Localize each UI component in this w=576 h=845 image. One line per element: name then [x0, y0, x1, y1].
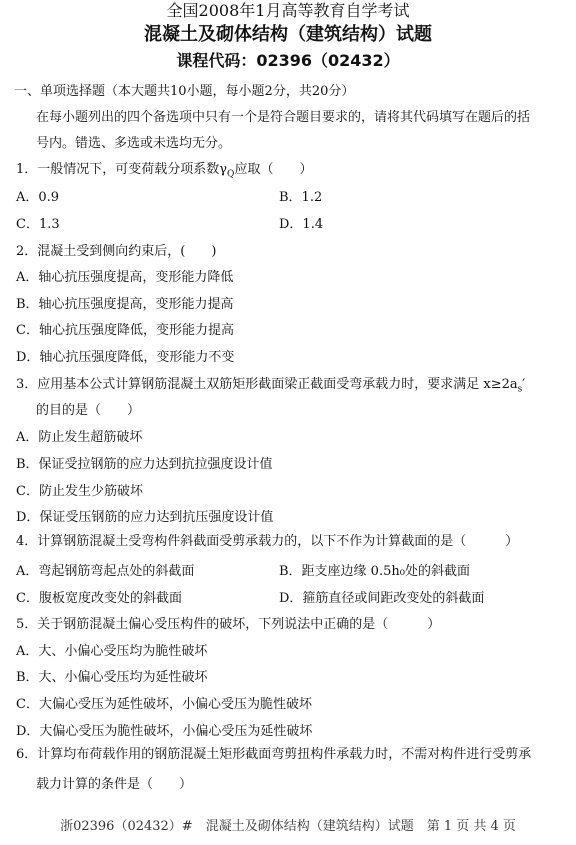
- question-6-stem: 6．计算均布荷载作用的钢筋混凝土矩形截面弯剪扭构件承载力时，不需对构件进行受剪承: [16, 747, 532, 762]
- question-5-stem: 5．关于钢筋混凝土偏心受压构件的破坏，下列说法中正确的是（ ）: [16, 617, 441, 632]
- question-5-option-c: C．大偏心受压为延性破坏，小偏心受压为脆性破坏: [16, 697, 312, 712]
- course-code: 课程代码：02396（02432）: [176, 51, 400, 70]
- question-3-stem-line2: 的目的是（ ）: [36, 403, 141, 418]
- question-5-option-d: D．大偏心受压为脆性破坏，小偏心受压为延性破坏: [16, 724, 313, 739]
- question-3-stem: 3．应用基本公式计算钢筋混凝土双筋矩形截面梁正截面受弯承载力时，要求满足 $x\ge 2a_s'$: [16, 377, 526, 395]
- question-5-option-a: A．大、小偏心受压均为脆性破坏: [16, 644, 208, 659]
- course-title: 混凝土及砌体结构（建筑结构）试题: [144, 24, 432, 45]
- question-4-option-c: C．腹板宽度改变处的斜截面: [16, 591, 182, 606]
- question-1-option-a: A．0.9: [16, 190, 60, 205]
- question-4-option-a: A．弯起钢筋弯起点处的斜截面: [16, 564, 195, 579]
- instruction-line-1: 在每小题列出的四个备选项中只有一个是符合题目要求的，请将其代码填写在题后的括: [36, 110, 531, 125]
- question-2-stem: 2．混凝土受到侧向约束后，( ): [16, 244, 217, 259]
- question-4-option-d: D．箍筋直径或间距改变处的斜截面: [279, 591, 485, 606]
- question-2-option-b: B．轴心抗压强度提高，变形能力提高: [16, 297, 234, 312]
- exam-title: 全国2008年1月高等教育自学考试: [166, 1, 410, 20]
- page-footer: 浙02396（02432）# 混凝土及砌体结构（建筑结构）试题 第 1 页 共 4 页: [60, 819, 516, 834]
- question-1-option-b: B．1.2: [279, 190, 323, 205]
- question-1-option-d: D．1.4: [279, 217, 324, 232]
- question-1-option-c: C．1.3: [16, 217, 60, 232]
- instruction-line-2: 号内。错选、多选或未选均无分。: [36, 136, 232, 151]
- question-3-option-b: B．保证受拉钢筋的应力达到抗拉强度设计值: [16, 457, 273, 472]
- question-2-option-c: C．轴心抗压强度降低，变形能力提高: [16, 323, 234, 338]
- question-4-option-b: B．距支座边缘 0.5h₀处的斜截面: [279, 564, 470, 579]
- question-6-stem-line2: 载力计算的条件是（ ）: [36, 777, 193, 792]
- section-heading: 一、单项选择题（本大题共10小题，每小题2分，共20分）: [14, 84, 355, 99]
- question-2-option-d: D．轴心抗压强度降低，变形能力不变: [16, 350, 235, 365]
- question-1-stem: 1．一般情况下，可变荷载分项系数$\gamma_Q$应取（ ）: [16, 162, 313, 180]
- question-2-option-a: A．轴心抗压强度提高，变形能力降低: [16, 270, 234, 285]
- question-3-option-d: D．保证受压钢筋的应力达到抗压强度设计值: [16, 510, 274, 525]
- question-3-option-c: C．防止发生少筋破坏: [16, 484, 143, 499]
- question-4-stem: 4．计算钢筋混凝土受弯构件斜截面受剪承载力的，以下不作为计算截面的是（ ）: [16, 534, 519, 549]
- question-5-option-b: B．大、小偏心受压均为延性破坏: [16, 670, 208, 685]
- question-3-option-a: A．防止发生超筋破坏: [16, 430, 143, 445]
